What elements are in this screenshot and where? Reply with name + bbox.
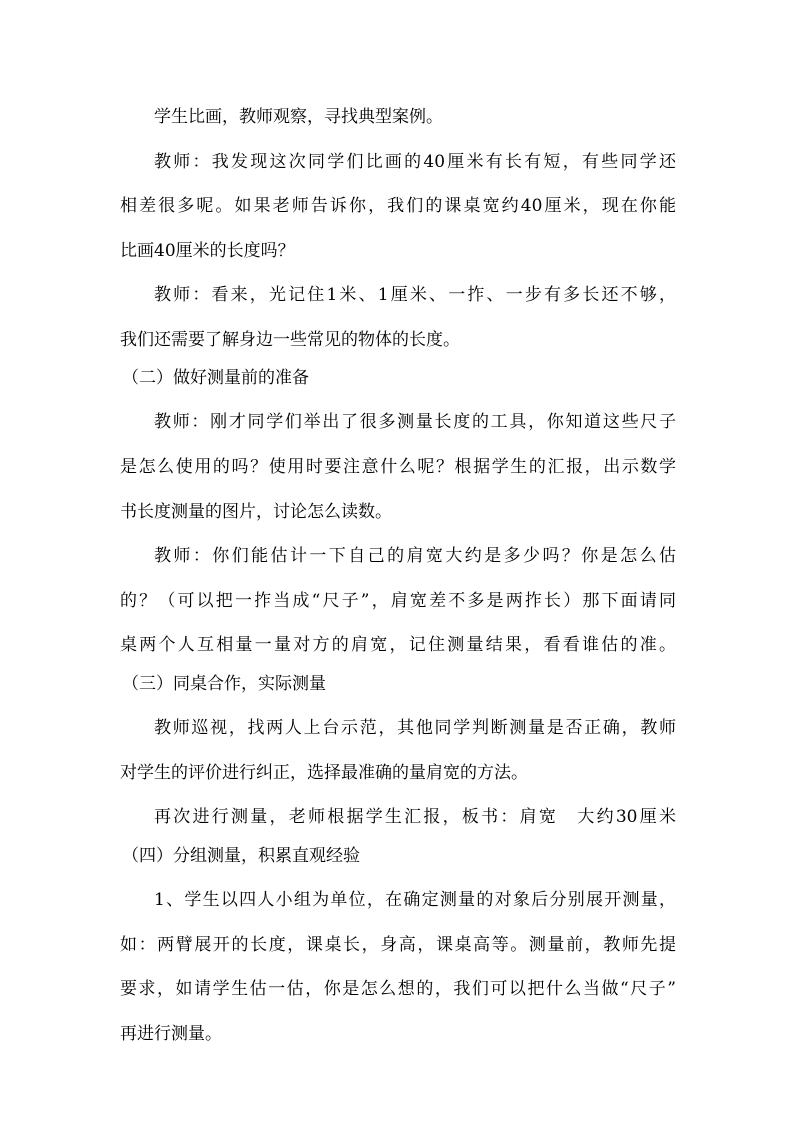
paragraph-line: 我们还需要了解身边一些常见的物体的长度。 — [120, 330, 460, 350]
paragraph-line: 相差很多呢。如果老师告诉你，我们的课桌宽约40厘米，现在你能 — [120, 196, 676, 216]
paragraph-line: 的？（可以把一拃当成“尺子”，肩宽差不多是两拃长）那下面请同 — [120, 591, 676, 611]
section-heading: （二）做好测量前的准备 — [122, 368, 309, 388]
paragraph-line: 教师：你们能估计一下自己的肩宽大约是多少吗？你是怎么估 — [154, 546, 676, 566]
paragraph-line: 教师：刚才同学们举出了很多测量长度的工具，你知道这些尺子 — [154, 412, 676, 432]
paragraph-line: 桌两个人互相量一量对方的肩宽，记住测量结果，看看谁估的准。 — [120, 635, 676, 655]
paragraph-line: 如：两臂展开的长度，课桌长，身高，课桌高等。测量前，教师先提 — [120, 935, 676, 955]
paragraph-line: 1、学生以四人小组为单位，在确定测量的对象后分别展开测量， — [154, 890, 676, 910]
paragraph-line: 教师：我发现这次同学们比画的40厘米有长有短，有些同学还 — [154, 152, 676, 172]
paragraph-line: 再次进行测量，老师根据学生汇报，板书：肩宽 大约30厘米 — [154, 807, 676, 827]
paragraph-line: 再进行测量。 — [120, 1024, 222, 1044]
paragraph-line: 书长度测量的图片，讨论怎么读数。 — [120, 502, 392, 522]
paragraph-line: 学生比画，教师观察，寻找典型案例。 — [154, 107, 443, 127]
paragraph-line: 教师：看来，光记住1米、1厘米、一拃、一步有多长还不够， — [154, 285, 676, 305]
paragraph-line: 比画40厘米的长度吗？ — [120, 241, 295, 261]
paragraph-line: 是怎么使用的吗？使用时要注意什么呢？根据学生的汇报，出示数学 — [120, 457, 676, 477]
paragraph-line: 要求，如请学生估一估，你是怎么想的，我们可以把什么当做“尺子” — [120, 979, 676, 999]
paragraph-line: 教师巡视，找两人上台示范，其他同学判断测量是否正确，教师 — [154, 718, 676, 738]
section-heading: （三）同桌合作，实际测量 — [122, 674, 326, 694]
section-heading: （四）分组测量，积累直观经验 — [122, 846, 360, 866]
paragraph-line: 对学生的评价进行纠正，选择最准确的量肩宽的方法。 — [120, 763, 528, 783]
